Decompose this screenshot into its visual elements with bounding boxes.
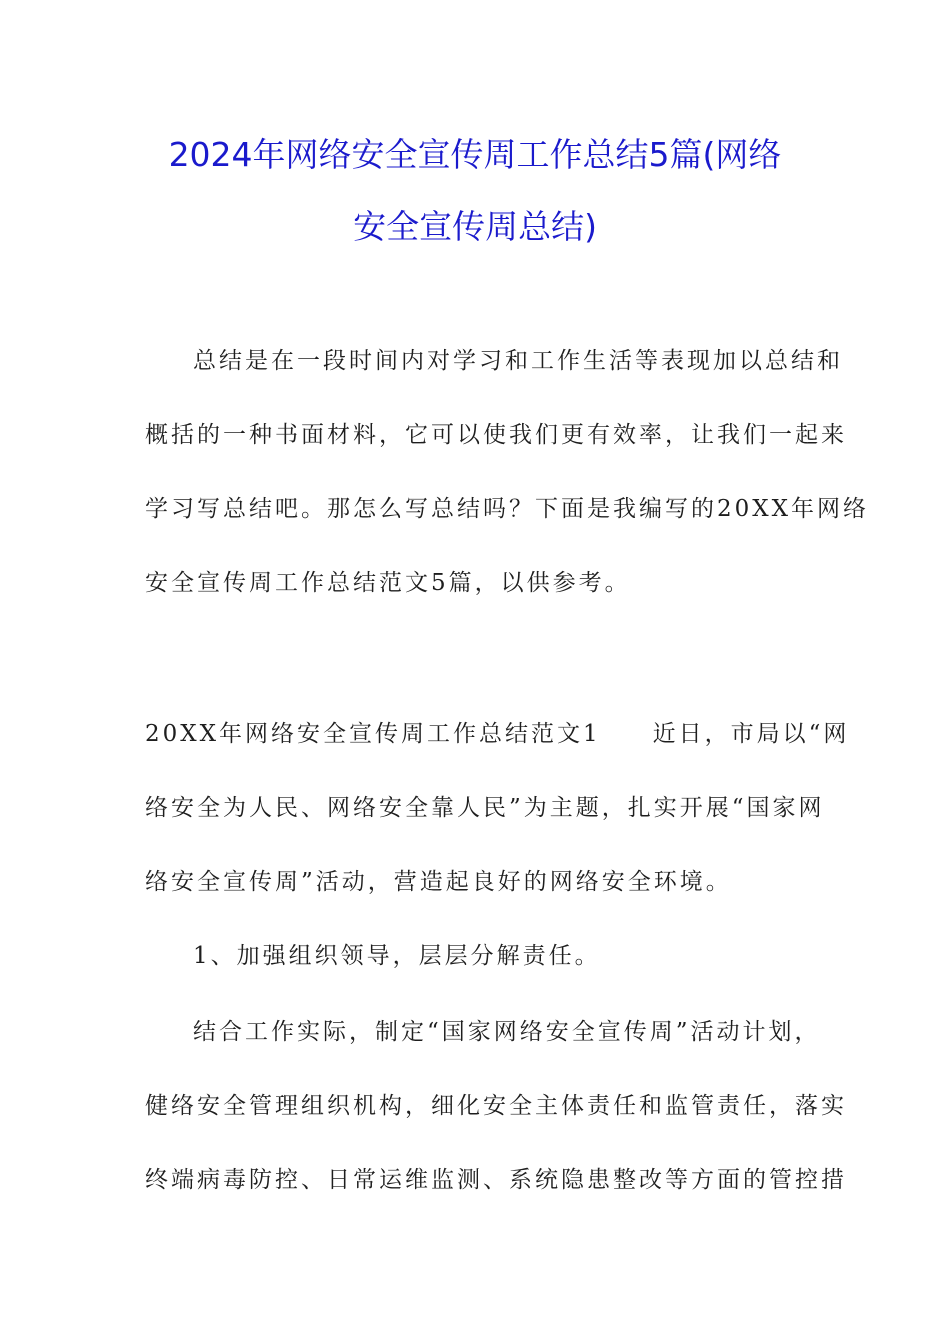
intro-line-1: 总结是在一段时间内对学习和工作生活等表现加以总结和 [193,348,843,374]
intro-paragraph [145,324,870,620]
document-title [130,119,820,263]
intro-line-3: 学习写总结吧。那怎么写总结吗？下面是我编写的20XX年网络 [145,496,870,522]
section1-paragraph [145,697,850,993]
section1-line-1: 20XX年网络安全宣传周工作总结范文1 近日，市局以“网 [145,721,850,747]
intro-line-2: 概括的一种书面材料，它可以使我们更有效率，让我们一起来 [145,422,847,448]
section-heading-1: 1、加强组织领导，层层分解责任。 [193,943,601,969]
title-line-2: 安全宣传周总结) [353,207,597,246]
para2-line-3: 终端病毒防控、日常运维监测、系统隐患整改等方面的管控措 [145,1167,847,1193]
para2-line-2: 健络安全管理组织机构，细化安全主体责任和监管责任，落实 [145,1093,847,1119]
para2-line-1: 结合工作实际，制定“国家网络安全宣传周”活动计划， [193,1019,821,1045]
intro-line-4: 安全宣传周工作总结范文5篇，以供参考。 [145,570,631,596]
section1-line-3: 络安全宣传周”活动，营造起良好的网络安全环境。 [145,869,732,895]
title-line-1: 2024年网络安全宣传周工作总结5篇(网络 [168,135,782,174]
body-paragraph-2 [145,995,847,1217]
section1-line-2: 络安全为人民、网络安全靠人民”为主题，扎实开展“国家网 [145,795,825,821]
